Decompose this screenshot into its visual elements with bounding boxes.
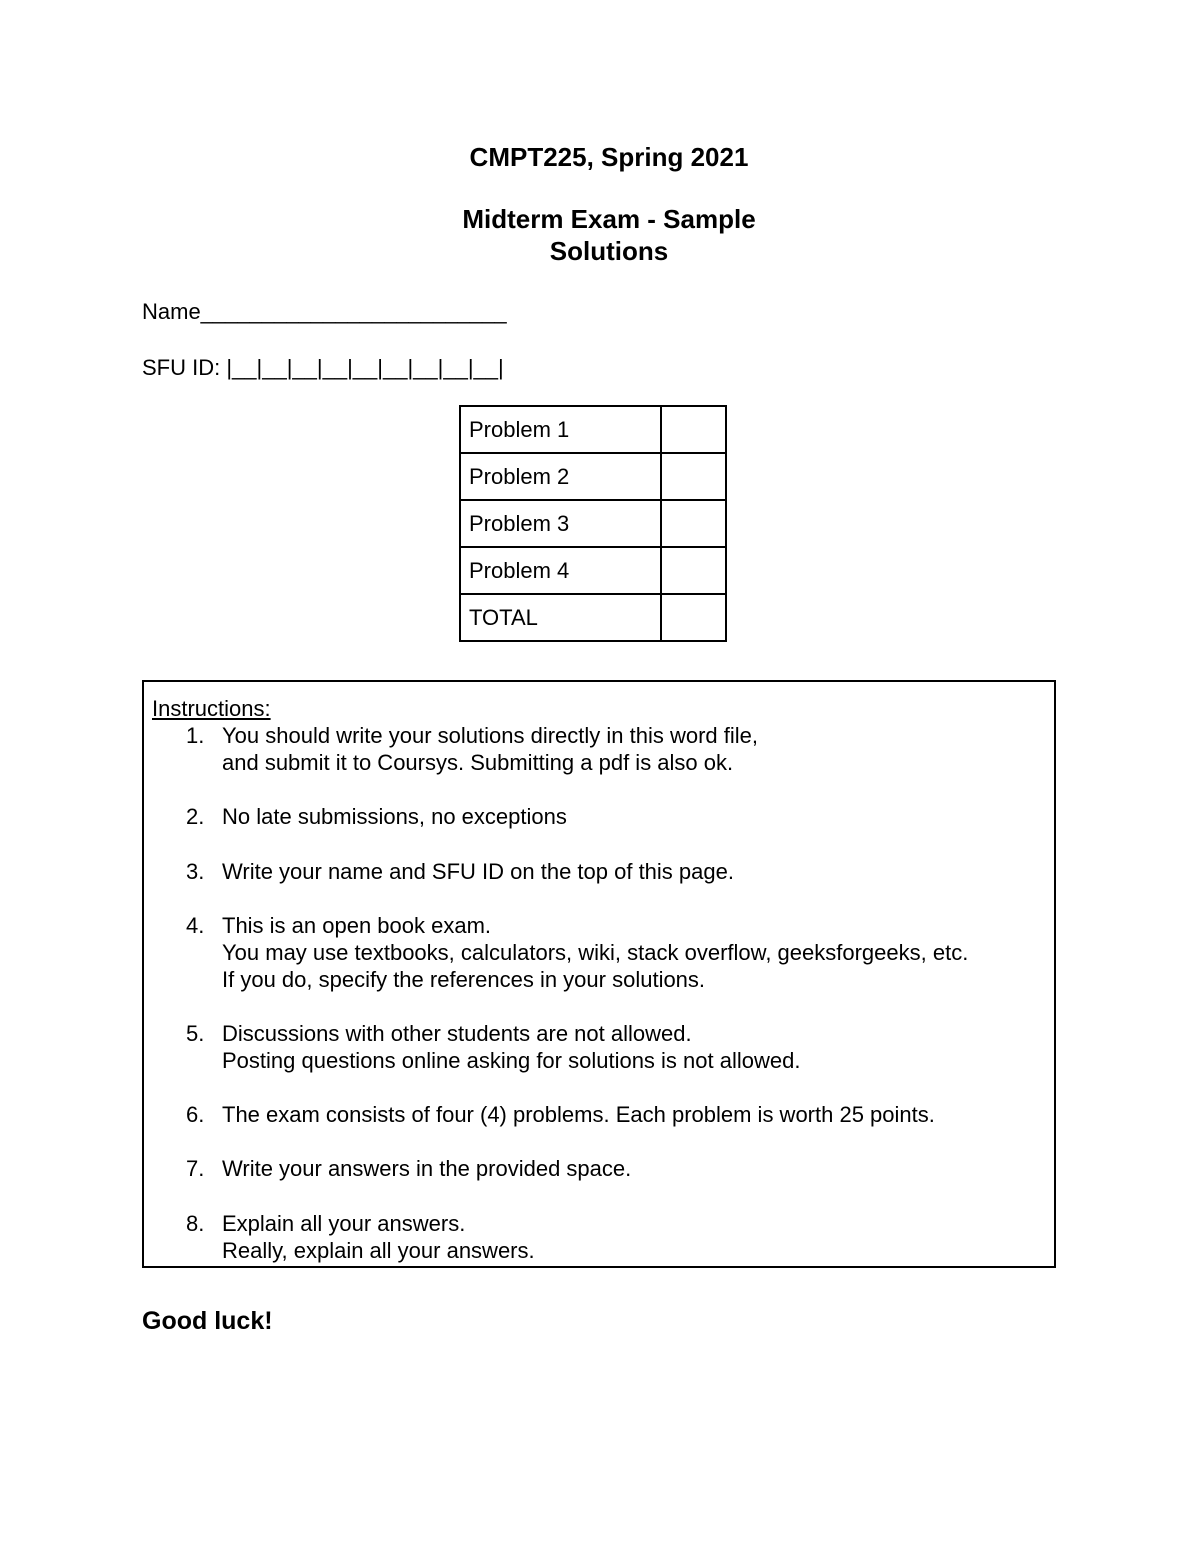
instruction-number: 2. <box>186 804 205 829</box>
table-row <box>460 594 726 641</box>
table-row <box>460 453 726 500</box>
instruction-line: Really, explain all your answers. <box>222 1238 535 1263</box>
course-title: CMPT225, Spring 2021 <box>469 142 749 172</box>
score-row-label: Problem 4 <box>460 547 661 594</box>
instruction-number: 8. <box>186 1211 205 1236</box>
instruction-text <box>222 1020 1042 1074</box>
score-row-label: Problem 1 <box>460 406 661 453</box>
table-row <box>460 500 726 547</box>
table-row <box>460 547 726 594</box>
score-cell[interactable] <box>661 500 726 547</box>
instruction-line: The exam consists of four (4) problems. Each problem is worth 25 points. <box>222 1102 935 1127</box>
instruction-line: Write your name and SFU ID on the top of this page. <box>222 859 734 884</box>
score-row-label: Problem 3 <box>460 500 661 547</box>
instruction-text <box>222 1210 1042 1264</box>
instructions-box <box>142 680 1056 1268</box>
score-cell[interactable] <box>661 547 726 594</box>
instruction-line: Write your answers in the provided space. <box>222 1156 632 1181</box>
instruction-text <box>222 858 1042 885</box>
instruction-text <box>222 722 1042 776</box>
instruction-number: 3. <box>186 859 205 884</box>
instruction-line: and submit it to Coursys. Submitting a pdf is also ok. <box>222 750 734 775</box>
instruction-line: Posting questions online asking for solutions is not allowed. <box>222 1048 801 1073</box>
exam-title-line-1: Midterm Exam - Sample <box>462 204 756 234</box>
table-row <box>460 406 726 453</box>
instruction-number: 4. <box>186 913 205 938</box>
instructions-heading: Instructions: <box>152 696 271 721</box>
score-table <box>459 405 727 642</box>
instruction-number: 6. <box>186 1102 205 1127</box>
instruction-line: Discussions with other students are not allowed. <box>222 1021 692 1046</box>
exam-title-line-2: Solutions <box>549 236 669 266</box>
instruction-line: Explain all your answers. <box>222 1211 466 1236</box>
instruction-line: You should write your solutions directly in this word file, <box>222 723 759 748</box>
score-row-label: TOTAL <box>460 594 661 641</box>
score-row-label: Problem 2 <box>460 453 661 500</box>
score-cell[interactable] <box>661 594 726 641</box>
score-cell[interactable] <box>661 406 726 453</box>
instruction-number: 1. <box>186 723 205 748</box>
exam-title <box>0 203 1200 267</box>
instruction-text <box>222 1101 1042 1128</box>
instruction-line: No late submissions, no exceptions <box>222 804 567 829</box>
instruction-line: If you do, specify the references in your solutions. <box>222 967 706 992</box>
name-field[interactable]: Name_________________________ <box>142 299 507 324</box>
instruction-number: 7. <box>186 1156 205 1181</box>
instruction-line: You may use textbooks, calculators, wiki, stack overflow, geeksforgeeks, etc. <box>222 940 969 965</box>
instruction-text <box>222 1155 1042 1182</box>
score-cell[interactable] <box>661 453 726 500</box>
instruction-text <box>222 803 1042 830</box>
instruction-number: 5. <box>186 1021 205 1046</box>
good-luck-text: Good luck! <box>142 1307 273 1335</box>
sfu-id-field[interactable]: SFU ID: |__|__|__|__|__|__|__|__|__| <box>142 355 504 380</box>
instruction-line: This is an open book exam. <box>222 913 492 938</box>
instruction-text <box>222 912 1042 993</box>
